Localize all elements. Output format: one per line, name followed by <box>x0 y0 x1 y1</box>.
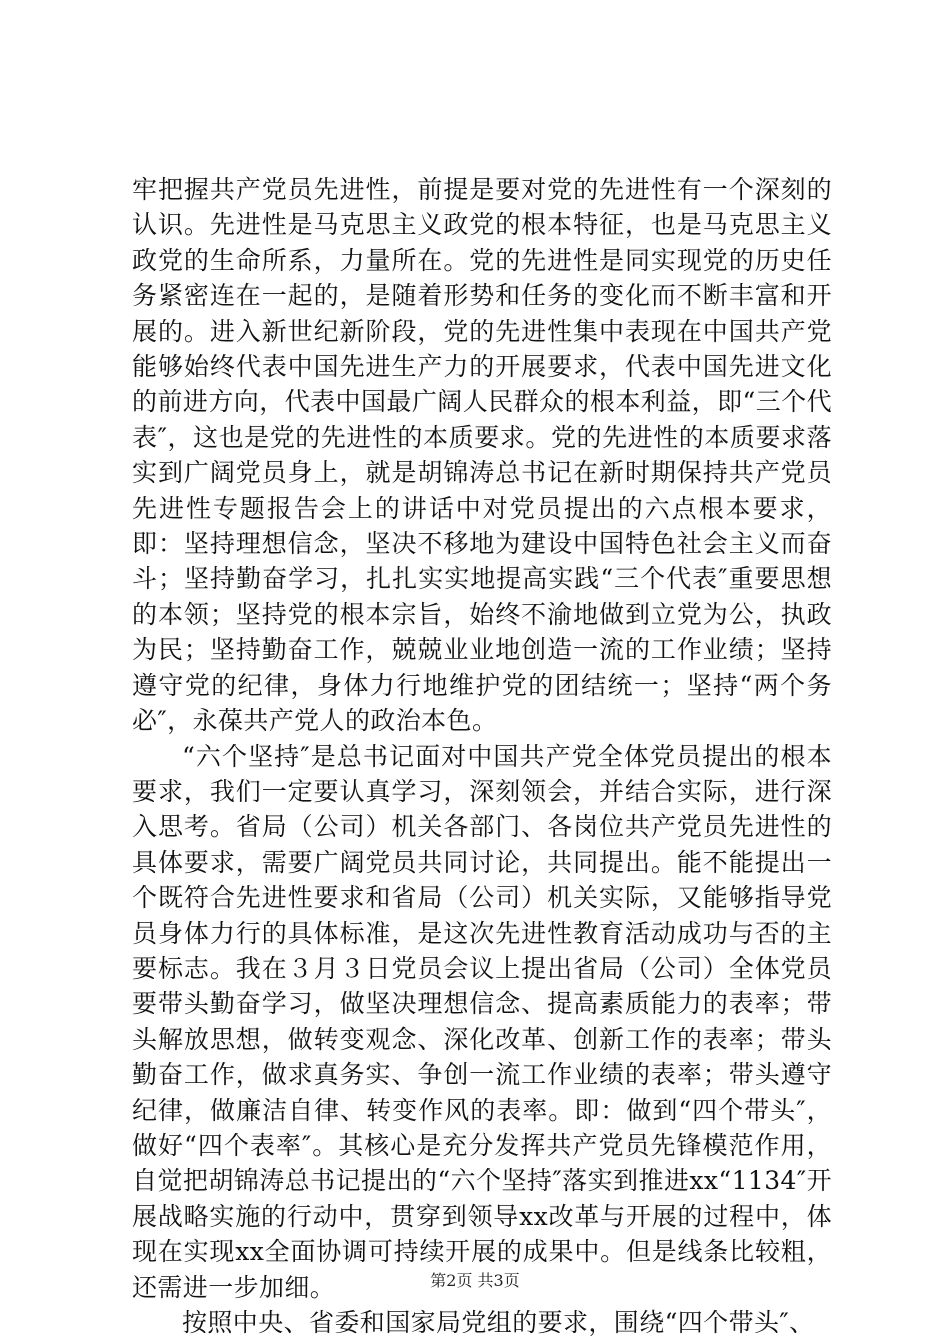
paragraph-1: 牢把握共产党员先进性，前提是要对党的先进性有一个深刻的认识。先进性是马克思主义政党的根本特征，也是马克思主义政党的生命所系，力量所在。党的先进性是同实现党的历史任务紧密连在一起的，是随着形势和任务的变化而不断丰富和开展的。进入新世纪新阶段，党的先进性集中表现在中国共产党能够始终代表中国先进生产力的开展要求，代表中国先进文化的前进方向，代表中国最广阔人民群众的根本利益，即“三个代表″，这也是党的先进性的本质要求。党的先进性的本质要求落实到广阔党员身上，就是胡锦涛总书记在新时期保持共产党员先进性专题报告会上的讲话中对党员提出的六点根本要求，即：坚持理想信念，坚决不移地为建设中国特色社会主义而奋斗；坚持勤奋学习，扎扎实实地提高实践“三个代表″重要思想的本领；坚持党的根本宗旨，始终不渝地做到立党为公，执政为民；坚持勤奋工作，兢兢业业地创造一流的工作业绩；坚持遵守党的纪律，身体力行地维护党的团结统一；坚持“两个务必″，永葆共产党人的政治本色。 <box>132 175 832 736</box>
page-footer: 第2页 共3页 <box>430 1271 520 1290</box>
paragraph-2: “六个坚持″是总书记面对中国共产党全体党员提出的根本要求，我们一定要认真学习，深刻领会，并结合实际，进行深入思考。省局（公司）机关各部门、各岗位共产党员先进性的具体要求，需要广阔党员共同讨论，共同提出。能不能提出一个既符合先进性要求和省局（公司）机关实际，又能够指导党员身体力行的具体标准，是这次先进性教育活动成功与否的主要标志。我在３月３日党员会议上提出省局（公司）全体党员要带头勤奋学习，做坚决理想信念、提高素质能力的表率；带头解放思想，做转变观念、深化改革、创新工作的表率；带头勤奋工作，做求真务实、争创一流工作业绩的表率；带头遵守纪律，做廉洁自律、转变作风的表率。即：做到“四个带头″，做好“四个表率″。其核心是充分发挥共产党员先锋模范作用，自觉把胡锦涛总书记提出的“六个坚持″落实到推进xx“1134″开展战略实施的行动中，贯穿到领导xx改革与开展的过程中，体现在实现xx全面协调可持续开展的成果中。但是线条比较粗，还需进一步加细。 <box>132 741 832 1302</box>
document-body <box>132 172 832 1340</box>
paragraph-3: 按照中央、省委和国家局党组的要求，围绕“四个带头″、 <box>182 1308 815 1337</box>
